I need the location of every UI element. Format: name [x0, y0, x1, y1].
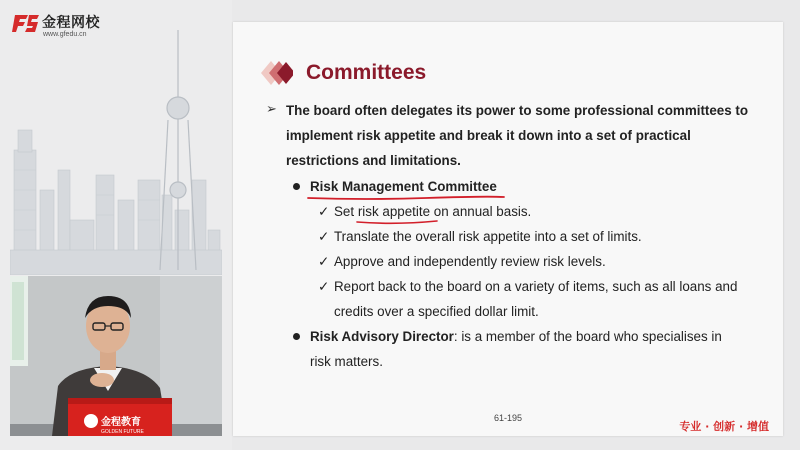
duty-text-line-1: Report back to the board on a variety of items, such as all loans and: [334, 279, 738, 294]
duty-text-before: Set: [334, 204, 358, 219]
podium-label-en: GOLDEN FUTURE: [101, 429, 144, 435]
duty-text-underlined: risk appetite: [357, 204, 431, 219]
committee-name: Risk Advisory Director: [310, 329, 454, 344]
check-icon: ✓: [318, 204, 330, 219]
check-icon: ✓: [318, 229, 330, 244]
slide-title: Committees: [306, 61, 427, 84]
diamond-title-icon: [249, 58, 293, 88]
duty-text: Approve and independently review risk levels.: [334, 254, 606, 269]
duty-text-after: on annual basis.: [430, 204, 532, 219]
bullet-dot-icon: [293, 333, 300, 340]
brand-url: www.gfedu.cn: [43, 31, 87, 38]
brand-slogan: 专业 · 创新 · 增值: [679, 420, 769, 433]
committee-desc: : is a member of the board who specialises in: [453, 329, 722, 344]
committee-name: Risk Management Committee: [310, 179, 497, 194]
city-skyline-illustration: [10, 30, 222, 275]
lecture-slide: [233, 22, 783, 436]
intro-paragraph: The board often delegates its power to some professional committees to implement risk appetite and break it down into a set of practical restrictions and limitations.: [286, 103, 749, 168]
page-number: 61-195: [493, 413, 523, 423]
left-panel: [0, 0, 232, 450]
duty-text-line-2: credits over a specified dollar limit.: [334, 304, 539, 319]
check-icon: ✓: [318, 279, 330, 294]
bullet-dot-icon: [293, 183, 300, 190]
committee-desc-line-2: risk matters.: [310, 354, 383, 369]
podium-label-cn: 金程教育: [101, 417, 141, 428]
arrow-bullet-icon: ➢: [266, 101, 277, 116]
brand-name: 金程网校: [42, 15, 100, 31]
check-icon: ✓: [318, 254, 330, 269]
duty-text: Translate the overall risk appetite into a set of limits.: [334, 229, 642, 244]
presenter-video: [10, 276, 222, 436]
presenter-video-frame: [10, 276, 222, 436]
